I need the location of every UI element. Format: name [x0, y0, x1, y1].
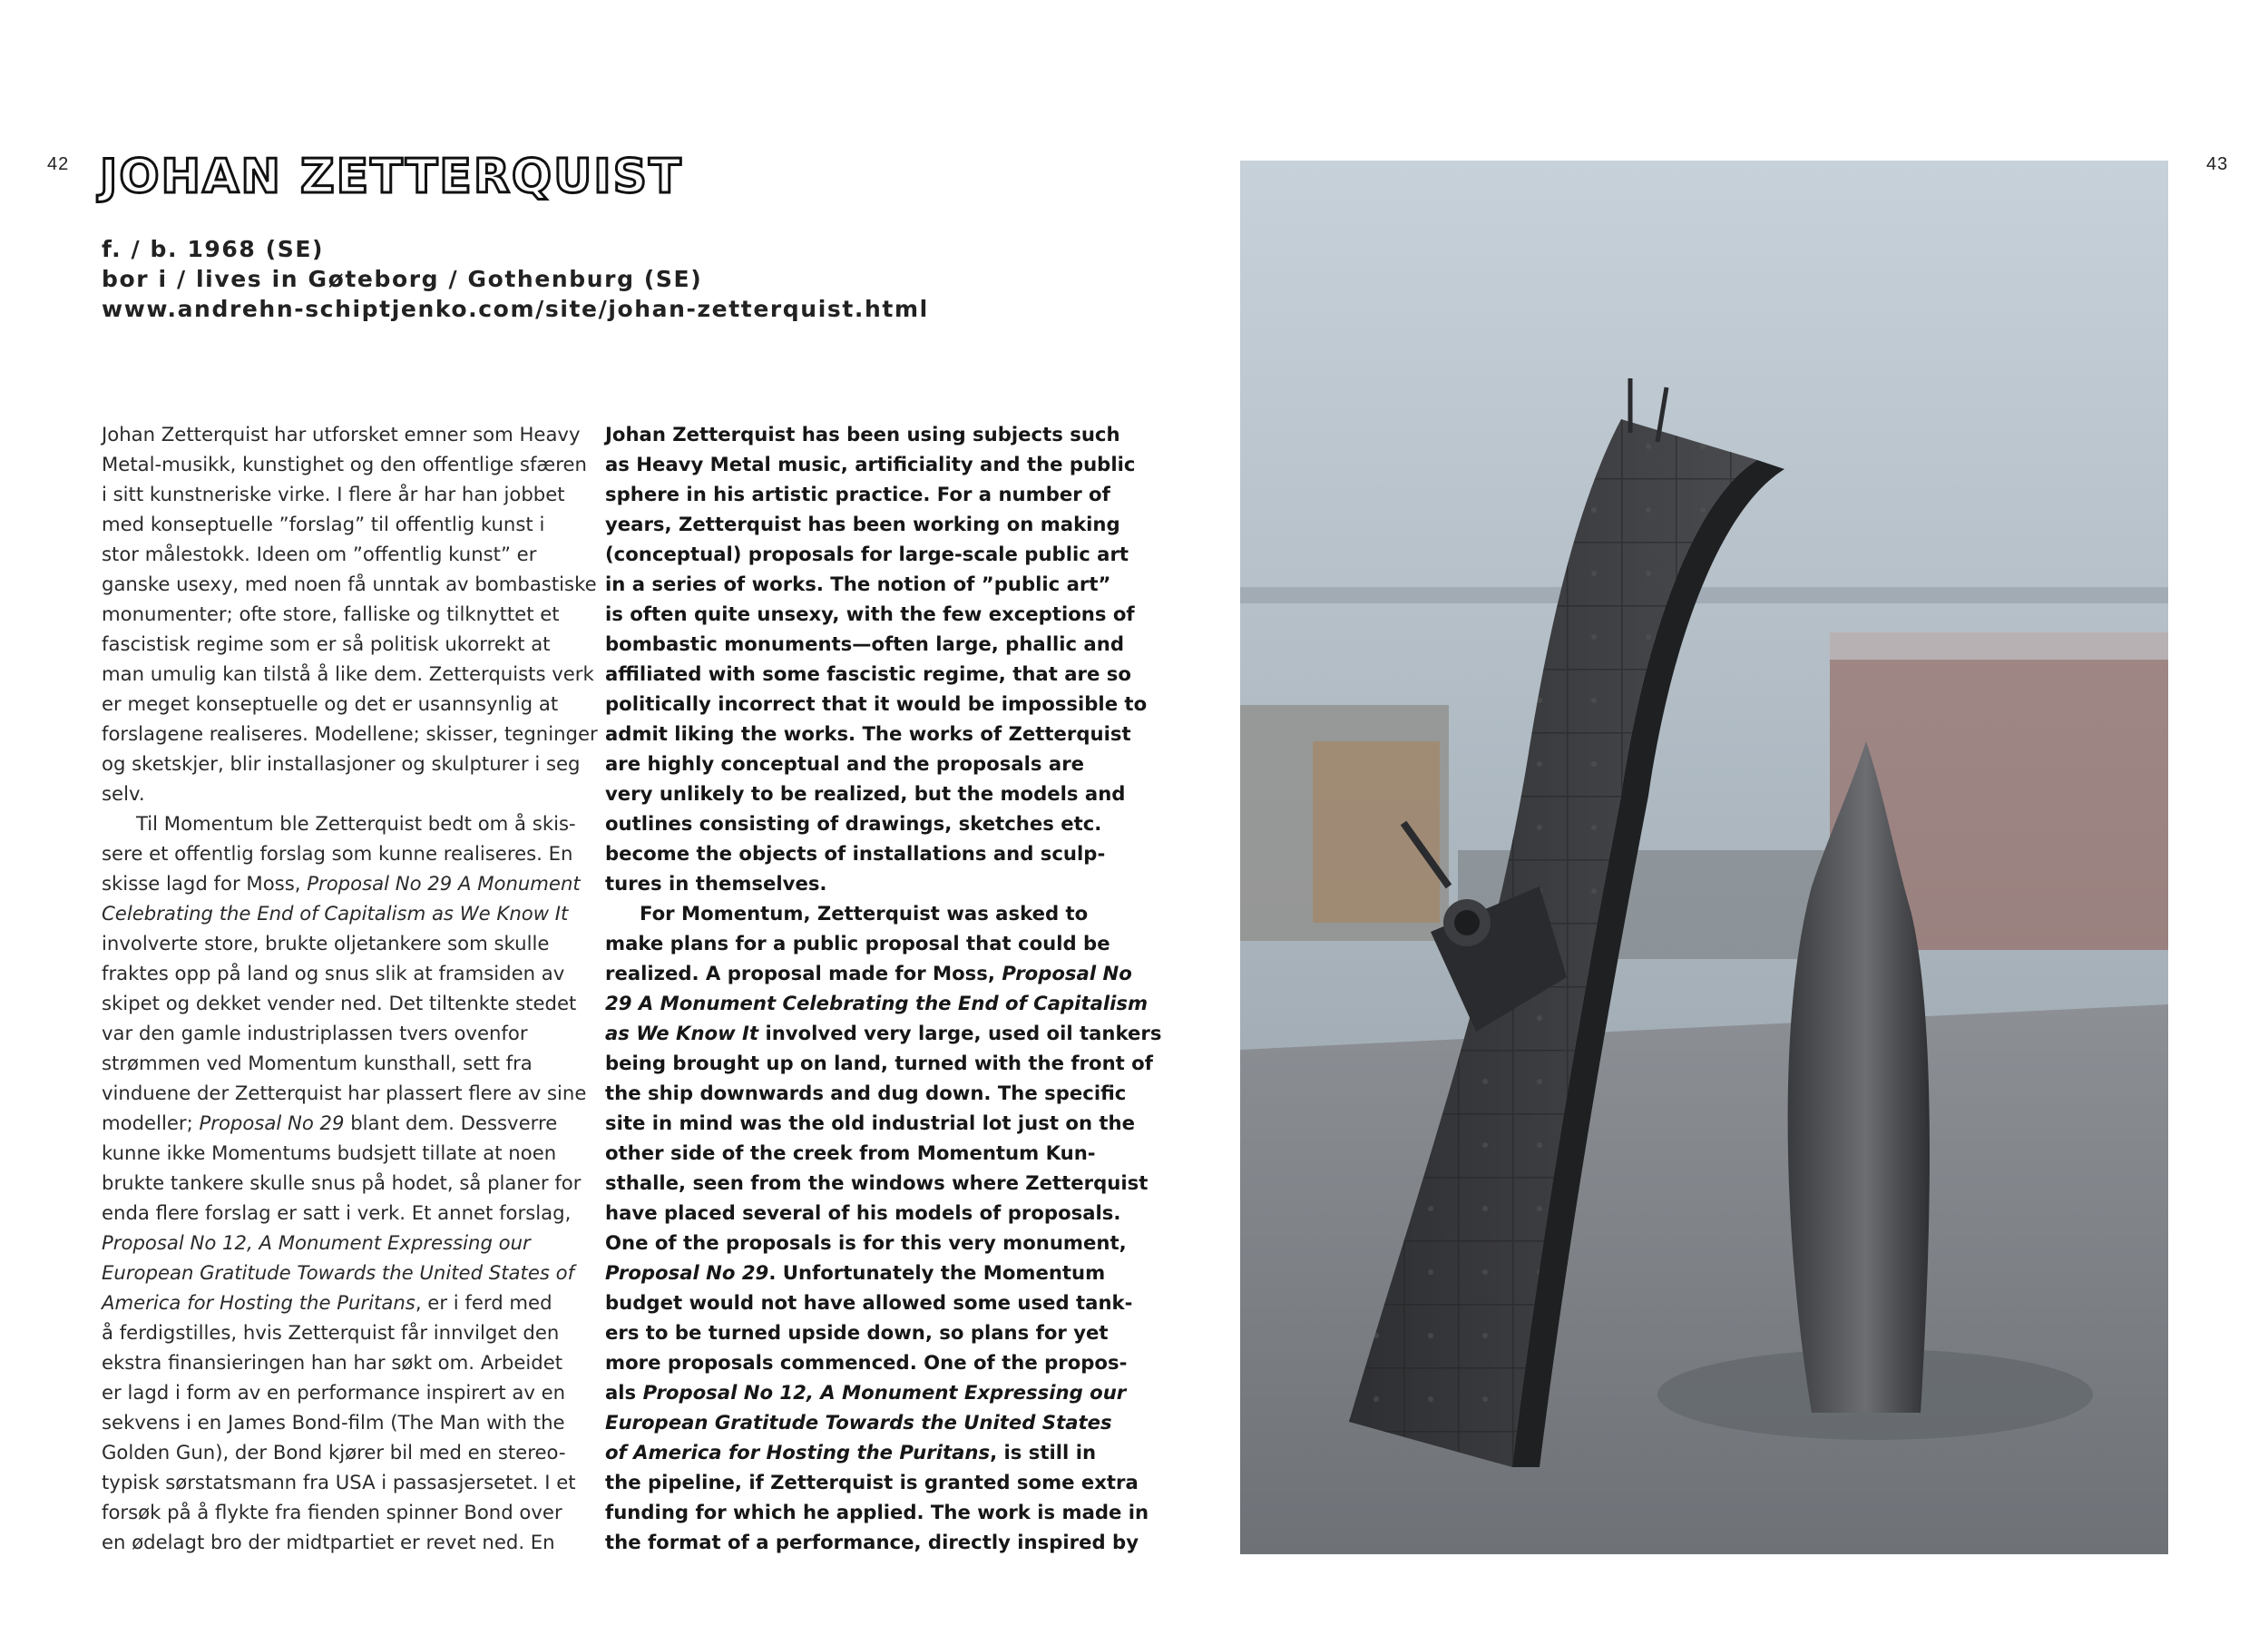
text-segment: involverte store, brukte oljetankere som skulle — [102, 932, 550, 955]
text-line — [102, 479, 587, 509]
text-line — [605, 1258, 1106, 1287]
text-line — [102, 1497, 587, 1527]
italic-title: Proposal No 29 A Monument — [307, 872, 581, 895]
text-segment: Metal-musikk, kunstighet og den offentlige sfæren — [102, 453, 587, 475]
text-segment: forsøk på å flykte fra fienden spinner Bond over — [102, 1501, 562, 1523]
text-segment: , er i ferd med — [415, 1291, 552, 1314]
text-line — [102, 659, 594, 689]
text-segment: sthalle, seen from the windows where Zetterquist — [605, 1171, 1149, 1194]
text-segment: monumenter; ofte store, falliske og tilknyttet et — [102, 602, 560, 625]
text-line — [102, 1168, 587, 1198]
text-line — [102, 1407, 587, 1437]
text-line — [605, 1228, 1127, 1258]
text-segment: site in mind was the old industrial lot just on the — [605, 1111, 1135, 1134]
text-line — [102, 449, 587, 479]
text-line — [102, 419, 587, 449]
text-segment: stor målestokk. Ideen om ”offentlig kunst” er — [102, 543, 537, 565]
text-line — [102, 1287, 587, 1317]
text-segment: make plans for a public proposal that could be — [605, 932, 1110, 955]
text-segment: forslagene realiseres. Modellene; skisser, tegninger — [102, 722, 598, 745]
text-line — [605, 659, 1131, 689]
text-line — [102, 928, 587, 958]
text-segment: are highly conceptual and the proposals are — [605, 752, 1085, 775]
text-segment: en ødelagt bro der midtpartiet er revet ned. En — [102, 1531, 555, 1553]
text-line — [102, 509, 587, 539]
text-segment: outlines consisting of drawings, sketches etc. — [605, 812, 1102, 835]
text-segment: blant dem. Dessverre — [344, 1111, 558, 1134]
text-line — [605, 1407, 1112, 1437]
text-segment: selv. — [102, 782, 145, 805]
text-line — [605, 958, 1132, 988]
text-segment: affiliated with some fascistic regime, that are so — [605, 662, 1131, 685]
text-line — [605, 1317, 1109, 1347]
text-line — [102, 1317, 587, 1347]
text-segment: i sitt kunstneriske virke. I flere år har han jobbet — [102, 483, 565, 505]
text-line — [102, 1228, 587, 1258]
text-segment: modeller; — [102, 1111, 200, 1134]
text-line — [605, 479, 1110, 509]
text-line — [102, 1138, 587, 1168]
text-segment: as Heavy Metal music, artificiality and the public — [605, 453, 1136, 475]
text-segment: ganske usexy, med noen få unntak av bombastiske — [102, 573, 597, 595]
text-line — [605, 509, 1120, 539]
text-line — [102, 1018, 587, 1048]
text-line — [102, 958, 587, 988]
text-line — [102, 599, 587, 629]
text-segment: ers to be turned upside down, so plans for yet — [605, 1321, 1109, 1344]
text-segment: realized. A proposal made for Moss, — [605, 962, 1002, 984]
text-segment: have placed several of his models of proposals. — [605, 1201, 1121, 1224]
text-segment: in a series of works. The notion of ”public art” — [605, 573, 1111, 595]
text-line — [605, 1108, 1135, 1138]
text-line — [605, 1198, 1121, 1228]
text-line — [102, 1078, 587, 1108]
text-segment: bombastic monuments—often large, phallic and — [605, 632, 1124, 655]
italic-title: Proposal No 12, A Monument Expressing our — [642, 1381, 1127, 1404]
text-segment: is often quite unsexy, with the few exceptions of — [605, 602, 1135, 625]
text-line — [605, 838, 1106, 868]
text-segment: Johan Zetterquist has been using subjects such — [605, 423, 1120, 445]
text-line — [102, 1198, 587, 1228]
italic-title: European Gratitude Towards the United States of — [102, 1261, 575, 1284]
text-line — [605, 1138, 1096, 1168]
text-segment: skisse lagd for Moss, — [102, 872, 308, 895]
artist-url[interactable]: www.andrehn-schiptjenko.com/site/johan-zetterquist.html — [102, 296, 929, 322]
text-line — [102, 539, 587, 569]
text-segment: Til Momentum ble Zetterquist bedt om å skis- — [136, 812, 576, 835]
norwegian-text-column — [102, 419, 598, 1557]
text-line — [102, 778, 587, 808]
text-line — [605, 449, 1136, 479]
text-segment: . Unfortunately the Momentum — [768, 1261, 1106, 1284]
text-line — [102, 1258, 587, 1287]
page-number-left: 42 — [47, 154, 70, 174]
text-line — [605, 1078, 1127, 1108]
text-segment: the ship downwards and dug down. The specific — [605, 1082, 1127, 1104]
text-line — [102, 1347, 587, 1377]
birth-info: f. / b. 1968 (SE) — [102, 236, 325, 262]
text-segment: become the objects of installations and sculp- — [605, 842, 1106, 865]
text-line — [102, 629, 587, 659]
text-segment: strømmen ved Momentum kunsthall, sett fra — [102, 1052, 533, 1074]
text-line — [102, 988, 587, 1018]
text-segment: politically incorrect that it would be impossible to — [605, 692, 1148, 715]
text-segment: als — [605, 1381, 643, 1404]
text-line — [605, 689, 1148, 719]
italic-title: 29 A Monument Celebrating the End of Capitalism — [605, 992, 1149, 1014]
text-line — [605, 1168, 1149, 1198]
text-segment: (conceptual) proposals for large-scale public art — [605, 543, 1129, 565]
text-segment: involved very large, used oil tankers — [758, 1022, 1162, 1044]
page-number-right: 43 — [2206, 154, 2229, 174]
text-segment: Golden Gun), der Bond kjører bil med en stereo- — [102, 1441, 566, 1464]
text-line — [605, 419, 1120, 449]
text-line — [102, 838, 587, 868]
text-line — [605, 539, 1129, 569]
text-line — [605, 1527, 1139, 1557]
text-segment: sekvens i en James Bond-film (The Man with the — [102, 1411, 565, 1434]
text-line — [102, 689, 587, 719]
text-line — [605, 808, 1102, 838]
text-segment: , is still in — [990, 1441, 1097, 1464]
text-line — [605, 928, 1110, 958]
text-segment: Johan Zetterquist har utforsket emner som Heavy — [102, 423, 581, 445]
text-segment: var den gamle industriplassen tvers ovenfor — [102, 1022, 528, 1044]
artwork-photo — [1240, 161, 2168, 1554]
text-line — [102, 1377, 587, 1407]
text-segment: very unlikely to be realized, but the models and — [605, 782, 1126, 805]
text-line — [605, 1287, 1133, 1317]
italic-title: Proposal No 29 — [605, 1261, 769, 1284]
text-line — [605, 599, 1135, 629]
text-line — [605, 1048, 1153, 1078]
text-segment: er lagd i form av en performance inspirert av en — [102, 1381, 566, 1404]
text-line — [102, 569, 597, 599]
text-segment: enda flere forslag er satt i verk. Et annet forslag, — [102, 1201, 572, 1224]
residence-info: bor i / lives in Gøteborg / Gothenburg (SE) — [102, 266, 703, 292]
text-segment: admit liking the works. The works of Zetterquist — [605, 722, 1131, 745]
text-segment: tures in themselves. — [605, 872, 827, 895]
text-line — [102, 808, 587, 838]
text-segment: vinduene der Zetterquist har plassert flere av sine — [102, 1082, 587, 1104]
text-segment: brukte tankere skulle snus på hodet, så planer for — [102, 1171, 582, 1194]
text-segment: sphere in his artistic practice. For a number of — [605, 483, 1110, 505]
italic-title: Proposal No 12, A Monument Expressing our — [102, 1231, 531, 1254]
text-line — [605, 569, 1111, 599]
english-text-column — [605, 419, 1162, 1557]
text-segment: og sketskjer, blir installasjoner og skulpturer i seg — [102, 752, 581, 775]
text-line — [605, 1377, 1127, 1407]
text-segment: more proposals commenced. One of the propos- — [605, 1351, 1128, 1374]
italic-title: America for Hosting the Puritans — [102, 1291, 415, 1314]
text-segment: the format of a performance, directly inspired by — [605, 1531, 1139, 1553]
text-line — [605, 719, 1131, 749]
text-line — [605, 1347, 1128, 1377]
text-segment: years, Zetterquist has been working on making — [605, 513, 1120, 535]
text-segment: For Momentum, Zetterquist was asked to — [640, 902, 1089, 925]
italic-title: Proposal No — [1002, 962, 1132, 984]
text-segment: fascistisk regime som er så politisk ukorrekt at — [102, 632, 551, 655]
text-line — [102, 868, 587, 898]
text-segment: being brought up on land, turned with the front of — [605, 1052, 1153, 1074]
italic-title: of America for Hosting the Puritans — [605, 1441, 991, 1464]
italic-title: as We Know It — [605, 1022, 759, 1044]
text-segment: man umulig kan tilstå å like dem. Zetterquists verk — [102, 662, 594, 685]
text-segment: typisk sørstatsmann fra USA i passasjersetet. I et — [102, 1471, 576, 1493]
text-segment: One of the proposals is for this very monument, — [605, 1231, 1127, 1254]
text-line — [102, 1527, 587, 1557]
italic-title: European Gratitude Towards the United States — [605, 1411, 1112, 1434]
text-line — [102, 749, 587, 778]
italic-title: Proposal No 29 — [199, 1111, 345, 1134]
text-segment: skipet og dekket vender ned. Det tiltenkte stedet — [102, 992, 577, 1014]
text-line — [102, 719, 598, 749]
text-segment: funding for which he applied. The work is made in — [605, 1501, 1149, 1523]
text-line — [605, 1018, 1162, 1048]
text-segment: ekstra finansieringen han har søkt om. Arbeidet — [102, 1351, 563, 1374]
text-line — [102, 1108, 587, 1138]
artist-meta — [102, 234, 929, 324]
text-line — [605, 778, 1126, 808]
text-line — [102, 1437, 587, 1467]
text-line — [605, 868, 1090, 898]
text-segment: er meget konseptuelle og det er usannsynlig at — [102, 692, 559, 715]
text-segment: budget would not have allowed some used tank- — [605, 1291, 1133, 1314]
text-line — [605, 1467, 1139, 1497]
text-segment: å ferdigstilles, hvis Zetterquist får innvilget den — [102, 1321, 560, 1344]
text-line — [605, 988, 1149, 1018]
text-segment: sere et offentlig forslag som kunne realiseres. En — [102, 842, 573, 865]
text-segment: med konseptuelle ”forslag” til offentlig kunst i — [102, 513, 545, 535]
text-line — [102, 898, 587, 928]
text-line — [605, 1437, 1097, 1467]
text-line — [102, 1467, 587, 1497]
text-segment: other side of the creek from Momentum Kun- — [605, 1141, 1096, 1164]
text-line — [605, 1497, 1149, 1527]
text-segment: the pipeline, if Zetterquist is granted some extra — [605, 1471, 1139, 1493]
italic-title: Celebrating the End of Capitalism as We Know It — [102, 902, 569, 925]
text-line — [102, 1048, 587, 1078]
artist-name: JOHAN ZETTERQUIST — [100, 150, 683, 204]
text-line — [605, 898, 1090, 928]
text-segment: kunne ikke Momentums budsjett tillate at noen — [102, 1141, 557, 1164]
text-segment: fraktes opp på land og snus slik at framsiden av — [102, 962, 565, 984]
text-line — [605, 749, 1090, 778]
text-line — [605, 629, 1124, 659]
